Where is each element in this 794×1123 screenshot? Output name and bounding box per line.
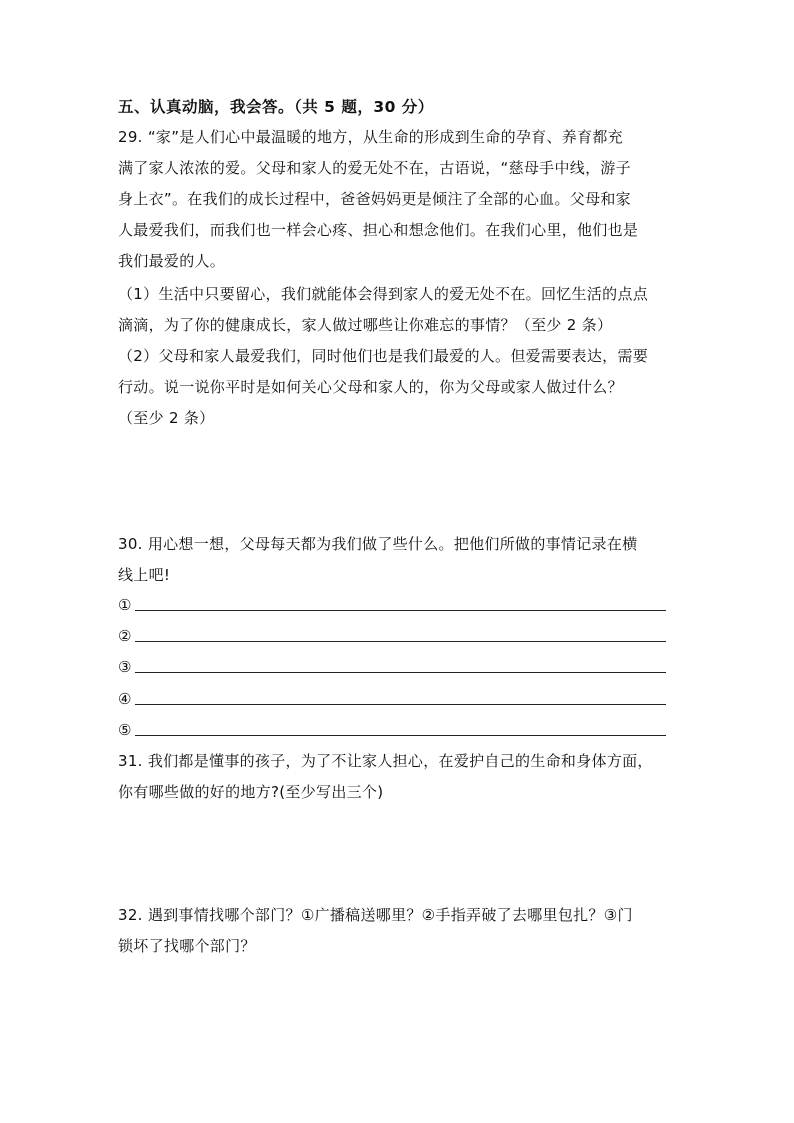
q29-part1-line-1: （1）生活中只要留心，我们就能体会得到家人的爱无处不在。回忆生活的点点 [118, 285, 649, 303]
answer-marker: ② [118, 627, 132, 645]
answer-rule [135, 672, 666, 673]
q32-line-1: 32. 遇到事情找哪个部门？①广播稿送哪里？②手指弄破了去哪里包扎？③门 [118, 906, 633, 924]
answer-rule [135, 735, 666, 736]
section-title: 五、认真动脑，我会答。（共 5 题，30 分） [118, 98, 434, 116]
q31-line-2: 你有哪些做的好的地方?(至少写出三个) [118, 783, 384, 801]
answer-rule [135, 704, 666, 705]
answer-line-3[interactable] [118, 654, 666, 676]
q29-part2-line-3: （至少 2 条） [118, 409, 215, 427]
q29-line-4: 人最爱我们，而我们也一样会心疼、担心和想念他们。在我们心里，他们也是 [118, 221, 639, 239]
answer-marker: ③ [118, 658, 132, 676]
q31-line-1: 31. 我们都是懂事的孩子，为了不让家人担心，在爱护自己的生命和身体方面， [118, 752, 653, 770]
q29-line-2: 满了家人浓浓的爱。父母和家人的爱无处不在，古语说，“慈母手中线，游子 [118, 159, 631, 177]
q29-part2-line-1: （2）父母和家人最爱我们，同时他们也是我们最爱的人。但爱需要表达，需要 [118, 347, 649, 365]
q29-line-3: 身上衣”。在我们的成长过程中，爸爸妈妈更是倾注了全部的心血。父母和家 [118, 190, 631, 208]
answer-line-5[interactable] [118, 717, 666, 739]
answer-marker: ⑤ [118, 721, 132, 739]
answer-rule [135, 641, 666, 642]
q29-part2-line-2: 行动。说一说你平时是如何关心父母和家人的，你为父母或家人做过什么？ [118, 378, 623, 396]
q29-part1-line-2: 滴滴，为了你的健康成长，家人做过哪些让你难忘的事情？（至少 2 条） [118, 316, 613, 334]
q29-line-1: 29. “家”是人们心中最温暖的地方，从生命的形成到生命的孕育、养育都充 [118, 128, 623, 146]
q29-line-5: 我们最爱的人。 [118, 252, 226, 270]
q32-line-2: 锁坏了找哪个部门？ [118, 937, 256, 955]
answer-line-4[interactable] [118, 686, 666, 708]
answer-line-2[interactable] [118, 623, 666, 645]
q30-line-2: 线上吧! [118, 566, 171, 584]
answer-line-1[interactable] [118, 592, 666, 614]
answer-marker: ① [118, 596, 132, 614]
answer-marker: ④ [118, 690, 132, 708]
answer-rule [135, 610, 666, 611]
q30-line-1: 30. 用心想一想，父母每天都为我们做了些什么。把他们所做的事情记录在横 [118, 535, 638, 553]
